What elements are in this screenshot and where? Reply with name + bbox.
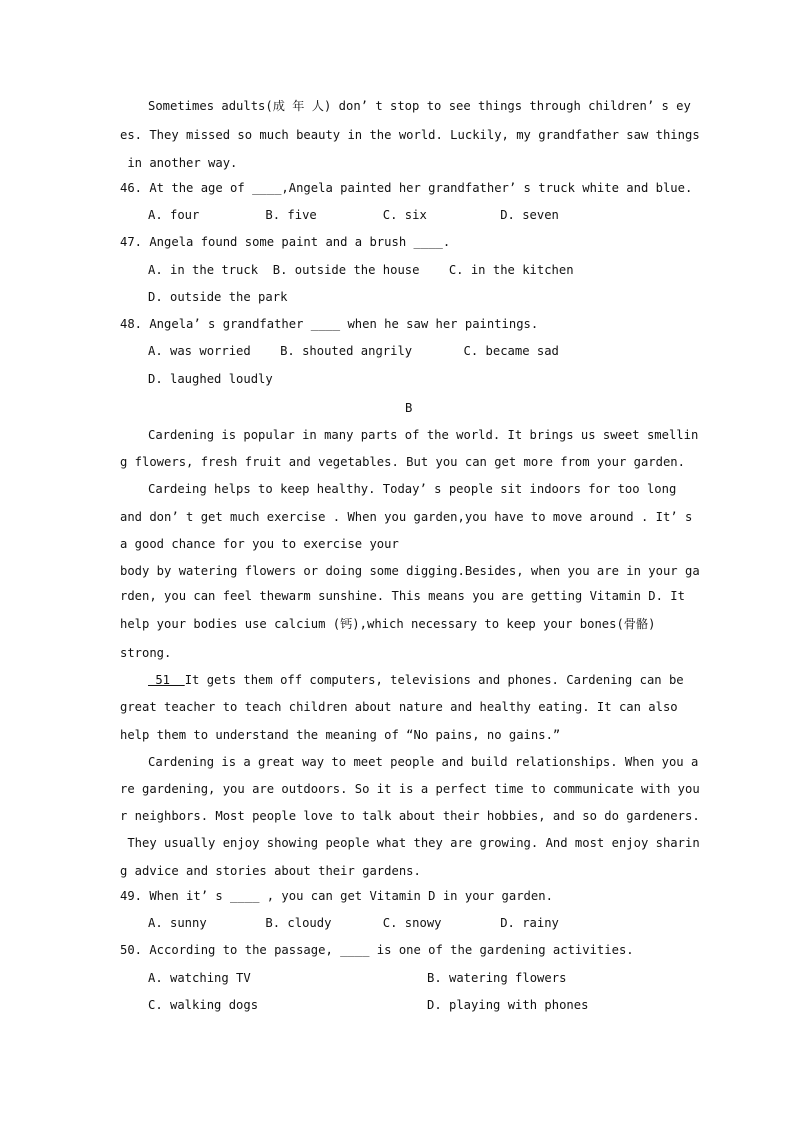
q50-option-c: C. walking dogs	[148, 998, 259, 1012]
passage-b-p2-line-3: a good chance for you to exercise your	[120, 537, 399, 551]
passage-b-p2-line-1: Cardeing helps to keep healthy. Today’ s people sit indoors for too long	[148, 482, 677, 496]
passage-b-p4-line-4: They usually enjoy showing people what they are growing. And most enjoy sharin	[120, 836, 700, 850]
q47-options-1: A. in the truck B. outside the house C. in the kitchen	[148, 263, 574, 277]
q48-options-2: D. laughed loudly	[148, 372, 273, 386]
passage-b-p2-line-7: strong.	[120, 646, 172, 660]
q50-option-b: B. watering flowers	[427, 971, 567, 985]
q50-option-a: A. watching TV	[148, 971, 251, 985]
passage-b-p4-line-5: g advice and stories about their gardens.	[120, 864, 421, 878]
passage-b-p3-line-1	[148, 672, 684, 688]
passage-b-p4-line-2: re gardening, you are outdoors. So it is a perfect time to communicate with you	[120, 782, 700, 796]
passage-b-p4-line-1: Cardening is a great way to meet people and build relationships. When you a	[148, 755, 699, 769]
blank-51: 51	[148, 673, 185, 687]
passage-b-p2-line-4: body by watering flowers or doing some digging.Besides, when you are in your ga	[120, 564, 700, 578]
passage-a-line-3: in another way.	[120, 156, 238, 170]
passage-a-line-1: Sometimes adults(成 年 人) don’ t stop to see things through children’ s ey	[148, 99, 691, 113]
q46-options: A. four B. five C. six D. seven	[148, 208, 559, 222]
q50-stem: 50. According to the passage, ____ is one of the gardening activities.	[120, 943, 634, 957]
passage-b-p3-line-1-text: It gets them off computers, televisions and phones. Cardening can be	[184, 673, 684, 687]
passage-b-p1-line-2: g flowers, fresh fruit and vegetables. But you can get more from your garden.	[120, 455, 685, 469]
passage-a-line-2: es. They missed so much beauty in the world. Luckily, my grandfather saw things	[120, 128, 700, 142]
passage-b-p3-line-3: help them to understand the meaning of “No pains, no gains.”	[120, 728, 561, 742]
passage-b-p2-line-5: rden, you can feel thewarm sunshine. This means you are getting Vitamin D. It	[120, 589, 685, 603]
q46-stem: 46. At the age of ____,Angela painted her grandfather’ s truck white and blue.	[120, 181, 693, 195]
q49-stem: 49. When it’ s ____ , you can get Vitamin D in your garden.	[120, 889, 553, 903]
passage-b-p2-line-2: and don’ t get much exercise . When you garden,you have to move around . It’ s	[120, 510, 693, 524]
q49-options: A. sunny B. cloudy C. snowy D. rainy	[148, 916, 559, 930]
passage-b-p4-line-3: r neighbors. Most people love to talk about their hobbies, and so do gardeners.	[120, 809, 700, 823]
q47-stem: 47. Angela found some paint and a brush ____.	[120, 235, 451, 249]
passage-b-p3-line-2: great teacher to teach children about nature and healthy eating. It can also	[120, 700, 678, 714]
passage-b-p2-line-6: help your bodies use calcium (钙),which necessary to keep your bones(骨骼)	[120, 617, 656, 631]
passage-b-p1-line-1: Cardening is popular in many parts of the world. It brings us sweet smellin	[148, 428, 699, 442]
q48-stem: 48. Angela’ s grandfather ____ when he saw her paintings.	[120, 317, 539, 331]
section-b-heading: B	[405, 401, 413, 415]
q48-options-1: A. was worried B. shouted angrily C. became sad	[148, 344, 559, 358]
q47-options-2: D. outside the park	[148, 290, 288, 304]
q50-option-d: D. playing with phones	[427, 998, 589, 1012]
